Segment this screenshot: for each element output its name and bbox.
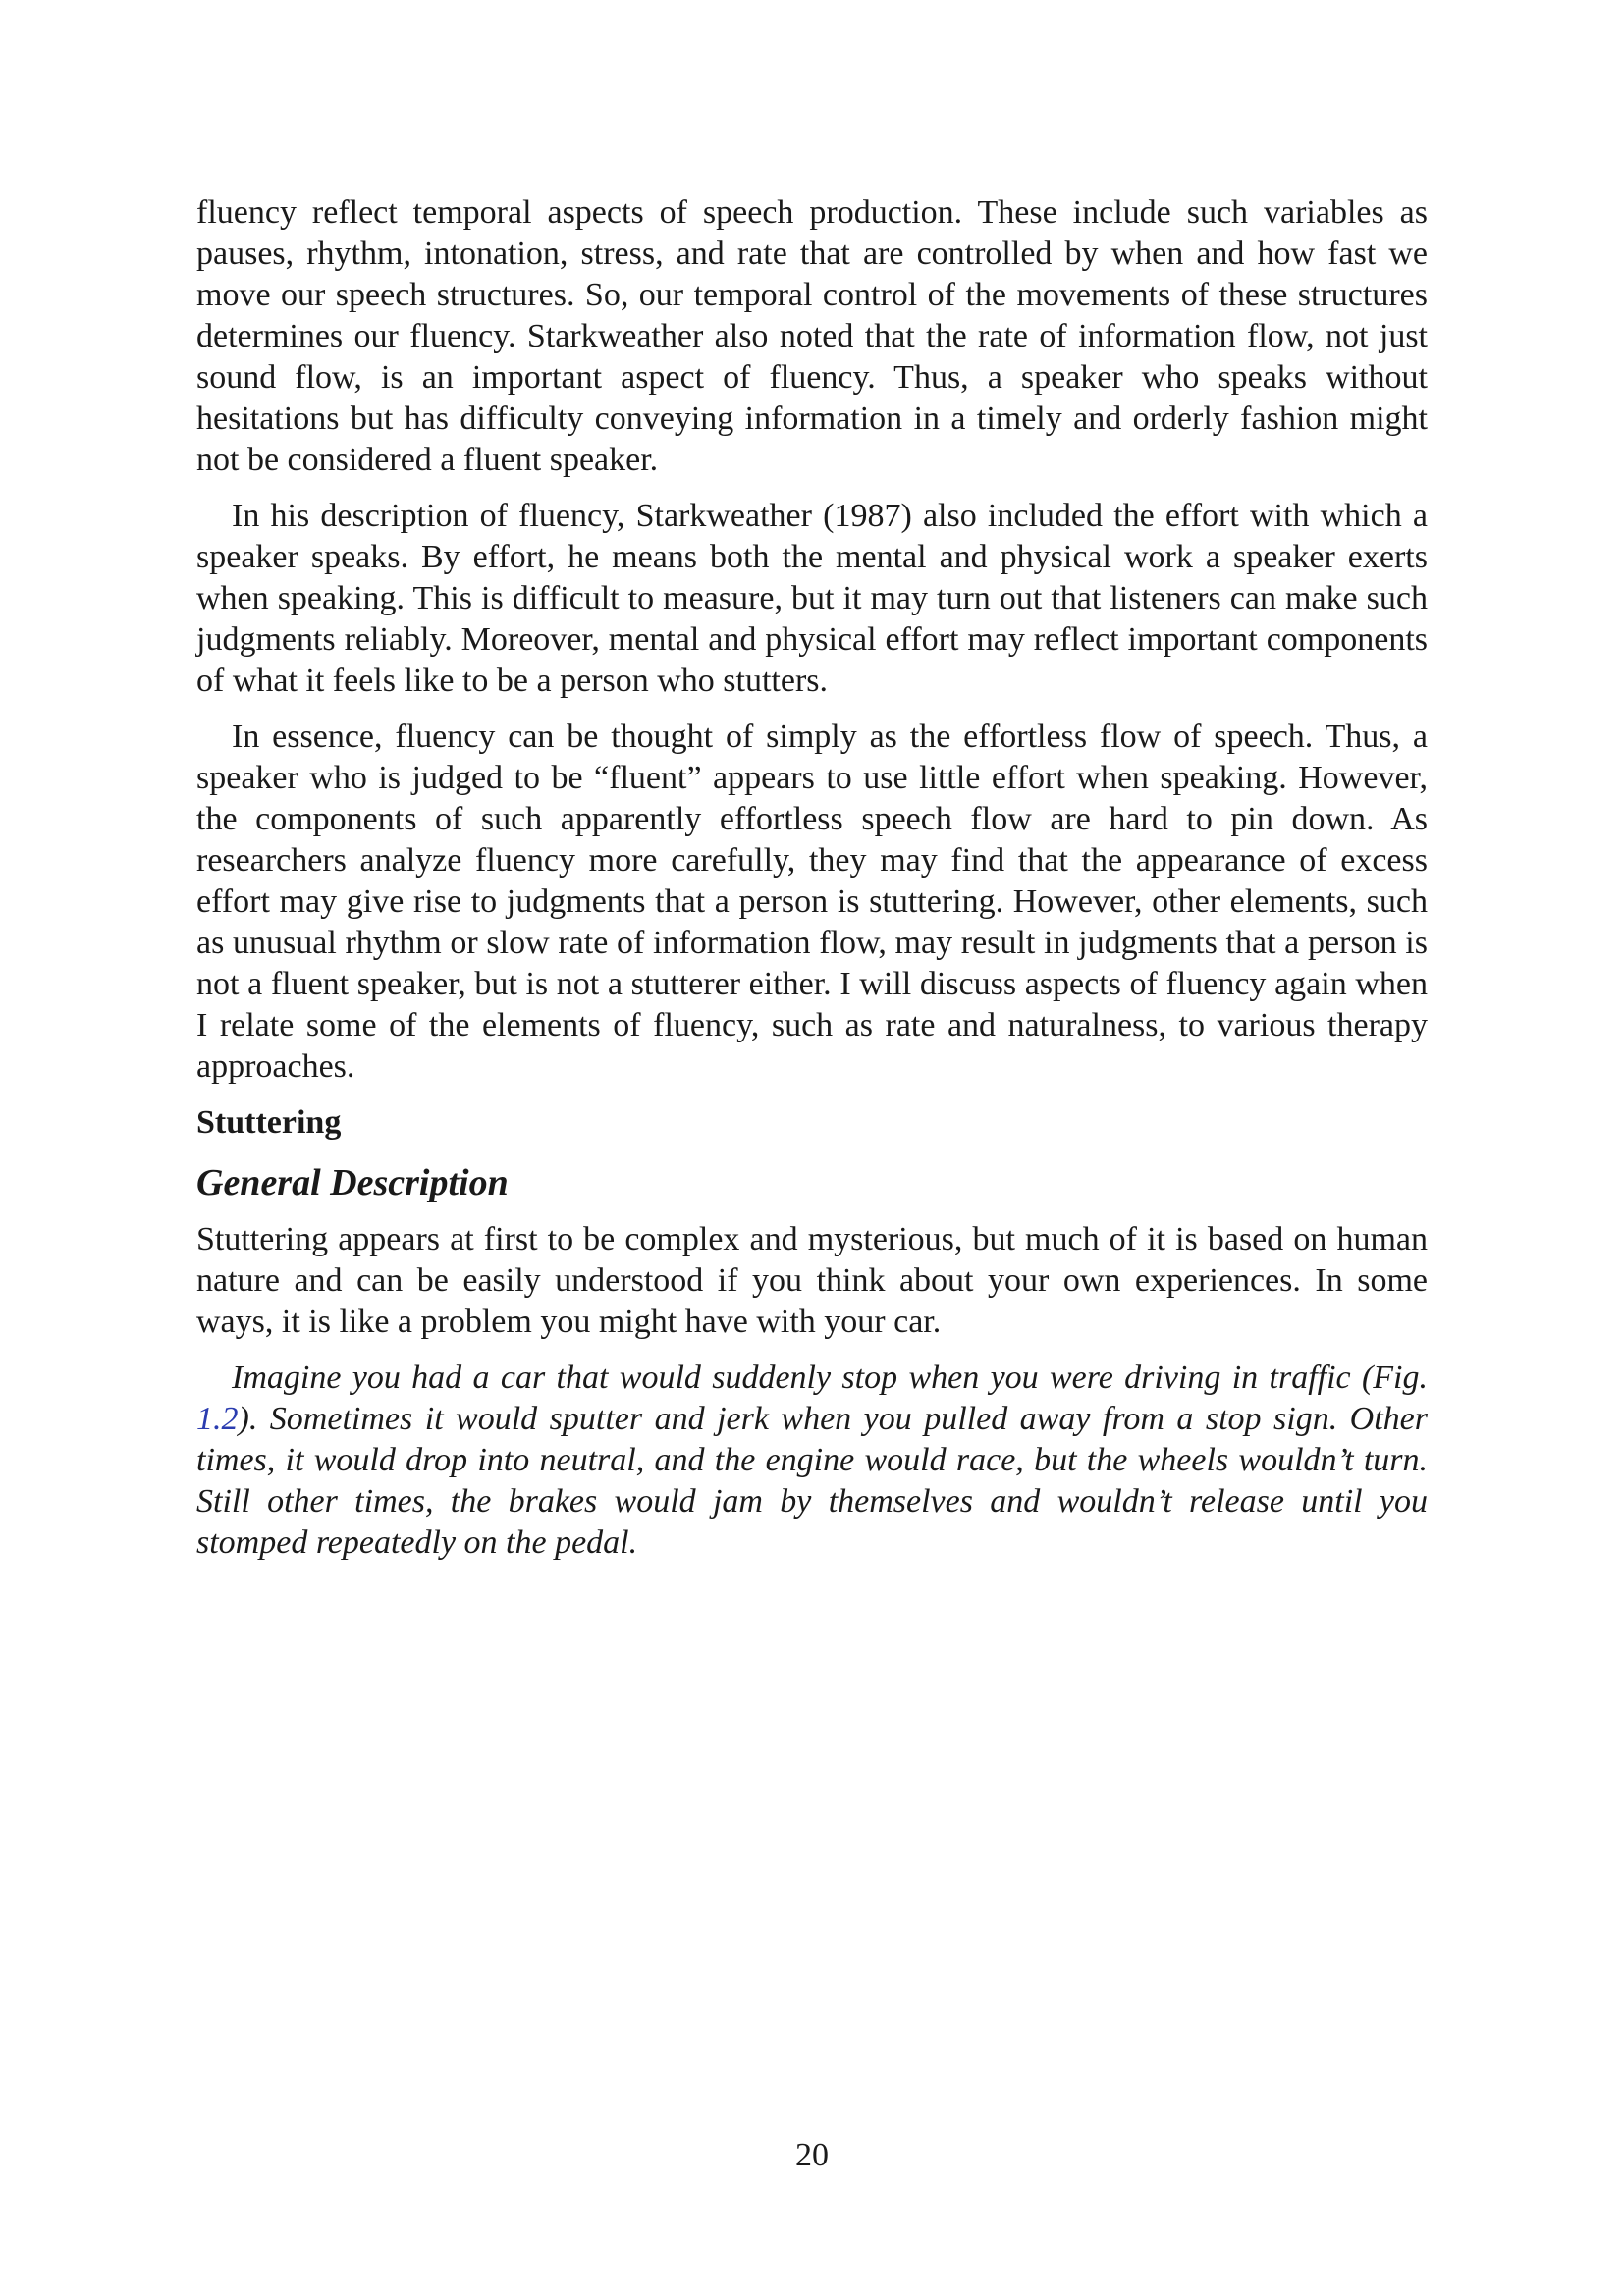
- paragraph-fluency-temporal: fluency reflect temporal aspects of speech production. These include such variables as pauses, rhythm, intonation, stress, and rate that are controlled by when and how fast we move our speech structures. So, our temporal control of the movements of these structures determines our fluency. Starkweather also noted that the rate of information flow, not just sound flow, is an important aspect of fluency. Thus, a speaker who speaks without hesitations but has difficulty conveying information in a timely and orderly fashion might not be considered a fluent speaker.: [196, 194, 1428, 478]
- paragraph-fluency-effort: In his description of fluency, Starkweather (1987) also included the effort with which a speaker speaks. By effort, he means both the mental and physical work a speaker exerts when speaking. This is difficult to measure, but it may turn out that listeners can make such judgments reliably. Moreover, mental and physical effort may reflect important components of what it feels like to be a person who stutters.: [196, 498, 1428, 699]
- paragraph-car-analogy: [196, 1358, 1428, 1564]
- car-analogy-text-end: ). Sometimes it would sputter and jerk when you pulled away from a stop sign. Other times, it would drop into neutral, and the engine would race, but the wheels wouldn’t turn. Still other times, the brakes would jam by themselves and wouldn’t release until you stomped repeatedly on the pedal.: [196, 1401, 1428, 1561]
- subsection-heading-general-description: General Description: [196, 1162, 509, 1203]
- page-number: 20: [795, 2137, 829, 2173]
- figure-reference-link[interactable]: 1.2: [196, 1401, 239, 1437]
- paragraph-stuttering-description: Stuttering appears at first to be complex and mysterious, but much of it is based on human nature and can be easily understood if you think about your own experiences. In some ways, it is like a problem you might have with your car.: [196, 1221, 1428, 1340]
- section-heading-stuttering: Stuttering: [196, 1104, 342, 1141]
- car-analogy-text-start: Imagine you had a car that would suddenly stop when you were driving in traffic (Fig.: [232, 1360, 1428, 1396]
- paragraph-fluency-essence: In essence, fluency can be thought of simply as the effortless flow of speech. Thus, a speaker who is judged to be “fluent” appears to use little effort when speaking. However, the components of such apparently effortless speech flow are hard to pin down. As researchers analyze fluency more carefully, they may find that the appearance of excess effort may give rise to judgments that a person is stuttering. However, other elements, such as unusual rhythm or slow rate of information flow, may result in judgments that a person is not a fluent speaker, but is not a stutterer either. I will discuss aspects of fluency again when I relate some of the elements of fluency, such as rate and naturalness, to various therapy approaches.: [196, 719, 1428, 1085]
- page-body: [196, 192, 1428, 1564]
